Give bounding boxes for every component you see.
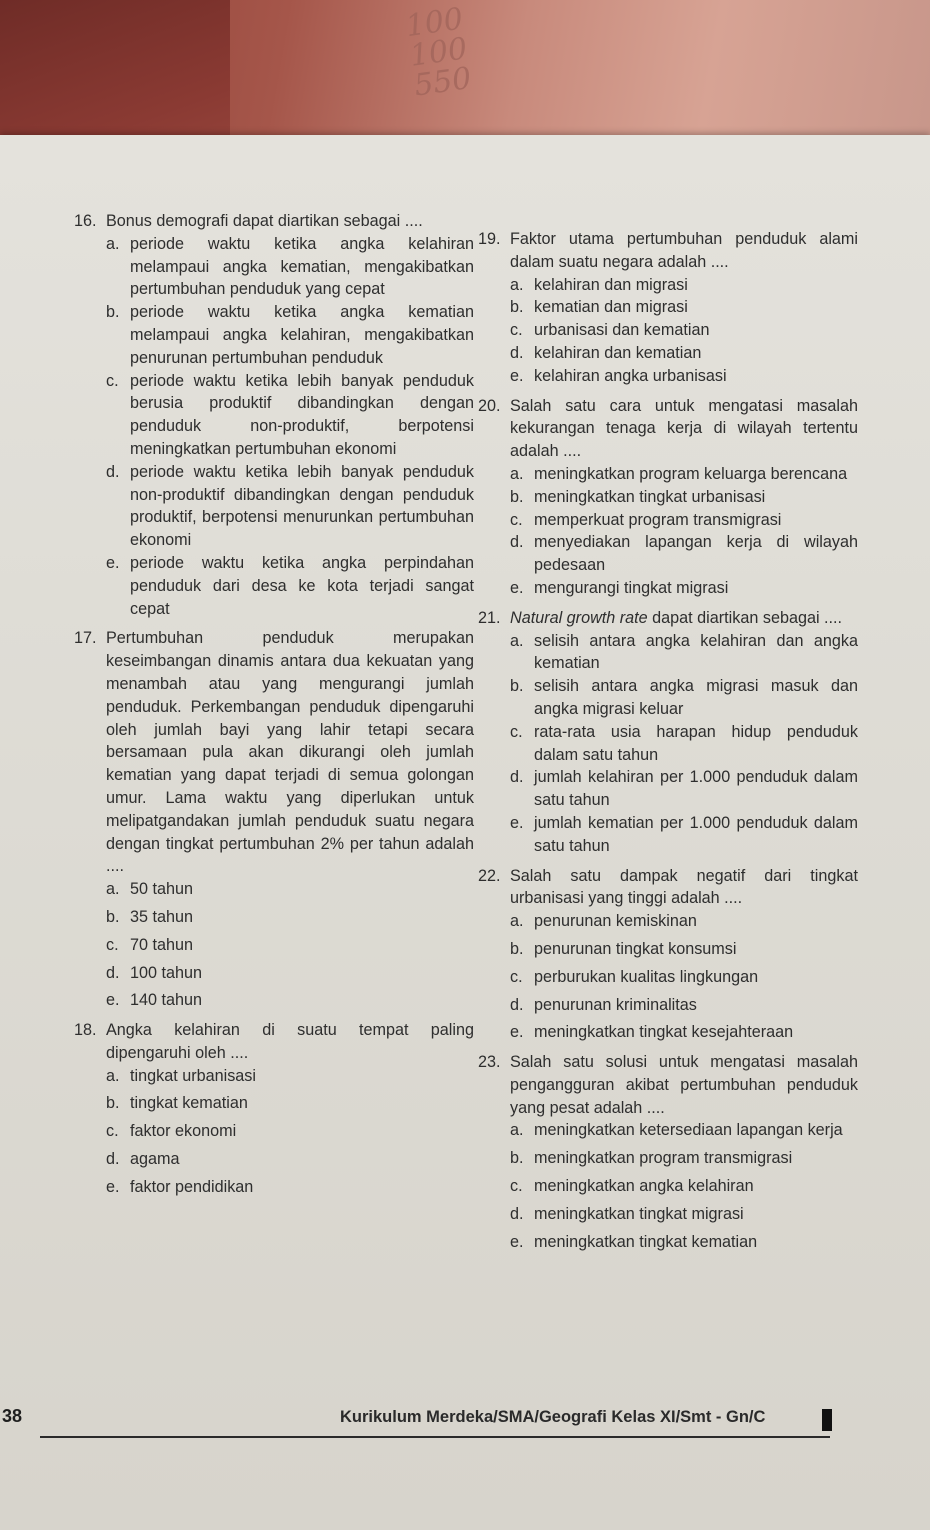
option-text: kematian dan migrasi [534, 298, 688, 317]
option-text: urbanisasi dan kematian [534, 321, 710, 340]
option-e [510, 1021, 858, 1044]
option-letter: e. [106, 553, 120, 572]
option-text: periode waktu ketika angka kelahiran melampaui angka kematian, mengakibatkan pertumbuhan penduduk yang cepat [130, 234, 474, 299]
option-b [510, 1147, 858, 1170]
option-letter: c. [106, 935, 119, 954]
option-text: 140 tahun [130, 991, 203, 1010]
option-d [106, 461, 474, 552]
option-letter: b. [510, 939, 524, 958]
question-text: Bonus demografi dapat diartikan sebagai .... [106, 212, 423, 230]
option-text: tingkat kematian [130, 1094, 248, 1113]
question-number: 23. [478, 1053, 501, 1072]
question-number: 18. [74, 1021, 97, 1040]
question-23 [478, 1051, 858, 1253]
question-21 [478, 607, 858, 858]
option-letter: a. [106, 880, 120, 899]
option-d [106, 962, 474, 985]
option-letter: d. [106, 1150, 120, 1169]
option-b [106, 301, 474, 369]
option-letter: a. [510, 1121, 524, 1140]
option-b [510, 486, 858, 509]
option-b [106, 906, 474, 929]
option-text: menyediakan lapangan kerja di wilayah pedesaan [534, 533, 858, 575]
question-text: Salah satu cara untuk mengatasi masalah kekurangan tenaga kerja di wilayah tertentu adalah .... [510, 396, 858, 461]
option-c [510, 319, 858, 342]
option-text: periode waktu ketika angka kematian melampaui angka kelahiran, mengakibatkan penurunan pertumbuhan penduduk [130, 303, 474, 367]
option-letter: b. [510, 1149, 524, 1168]
option-letter: b. [106, 907, 120, 926]
option-a [510, 910, 858, 933]
question-16 [74, 210, 474, 620]
question-text: Salah satu solusi untuk mengatasi masalah pengangguran akibat pertumbuhan penduduk yang pesat adalah .... [510, 1053, 858, 1117]
question-italic-term: Natural growth rate [510, 608, 648, 627]
option-text: tingkat urbanisasi [130, 1066, 256, 1085]
page-footer [0, 1396, 930, 1456]
option-d [510, 766, 858, 812]
option-text: rata-rata usia harapan hidup penduduk dalam satu tahun [534, 722, 858, 764]
option-b [510, 296, 858, 319]
option-e [106, 989, 474, 1012]
question-19 [478, 228, 858, 388]
handwritten-scribble: 100 100 550 [403, 1, 474, 104]
option-text: meningkatkan tingkat urbanisasi [534, 487, 766, 506]
option-text: jumlah kematian per 1.000 penduduk dalam satu tahun [534, 813, 858, 855]
option-text: penurunan kriminalitas [534, 995, 697, 1014]
option-letter: d. [510, 1204, 524, 1223]
option-a [510, 1119, 858, 1142]
option-letter: a. [510, 464, 524, 483]
footer-marker [822, 1409, 832, 1431]
option-letter: e. [510, 1023, 524, 1042]
option-e [510, 1231, 858, 1254]
option-text: mengurangi tingkat migrasi [534, 578, 729, 597]
footer-text: Kurikulum Merdeka/SMA/Geografi Kelas XI/Smt - Gn/C [340, 1408, 766, 1426]
option-b [510, 675, 858, 721]
option-letter: e. [510, 366, 524, 385]
option-text: meningkatkan ketersediaan lapangan kerja [534, 1121, 843, 1140]
question-18 [74, 1019, 474, 1199]
option-text: periode waktu ketika angka perpindahan penduduk dari desa ke kota terjadi sangat cepat [130, 553, 474, 618]
footer-divider [40, 1436, 830, 1438]
option-a [106, 878, 474, 901]
option-text: selisih antara angka kelahiran dan angka kematian [534, 631, 858, 673]
option-text: selisih antara angka migrasi masuk dan angka migrasi keluar [534, 677, 858, 718]
option-text: faktor ekonomi [130, 1122, 237, 1141]
option-text: 50 tahun [130, 880, 194, 899]
option-letter: d. [106, 963, 120, 982]
question-number: 19. [478, 230, 501, 248]
option-text: memperkuat program transmigrasi [534, 510, 782, 529]
option-c [106, 934, 474, 957]
option-c [510, 509, 858, 532]
option-letter: c. [510, 321, 523, 340]
option-text: meningkatkan tingkat migrasi [534, 1204, 744, 1223]
option-letter: d. [510, 768, 524, 787]
option-text: agama [130, 1150, 180, 1169]
question-text: Angka kelahiran di suatu tempat paling dipengaruhi oleh .... [106, 1021, 474, 1062]
option-a [510, 274, 858, 297]
question-17 [74, 627, 474, 1012]
question-number: 20. [478, 396, 501, 415]
option-letter: c. [510, 722, 523, 741]
option-text: kelahiran dan kematian [534, 343, 702, 362]
option-a [510, 630, 858, 676]
option-letter: c. [106, 371, 119, 390]
option-letter: e. [510, 813, 524, 832]
option-letter: a. [106, 234, 120, 253]
option-letter: c. [510, 1177, 523, 1196]
option-letter: e. [510, 578, 524, 597]
option-d [106, 1148, 474, 1171]
option-letter: d. [510, 533, 524, 552]
option-text: meningkatkan program keluarga berencana [534, 464, 848, 483]
option-text: meningkatkan program transmigrasi [534, 1149, 793, 1168]
option-text: faktor pendidikan [130, 1177, 254, 1196]
right-column [478, 228, 858, 1260]
option-text: penurunan tingkat konsumsi [534, 939, 737, 958]
option-letter: b. [510, 487, 524, 506]
option-e [106, 1176, 474, 1199]
option-d [510, 531, 858, 577]
option-letter: b. [106, 303, 120, 322]
option-c [510, 966, 858, 989]
question-number: 17. [74, 629, 97, 648]
option-text: perburukan kualitas lingkungan [534, 967, 759, 986]
option-text: meningkatkan tingkat kematian [534, 1232, 758, 1251]
option-letter: a. [510, 631, 524, 650]
option-c [510, 721, 858, 767]
question-number: 16. [74, 212, 97, 230]
option-letter: a. [510, 912, 524, 931]
option-text: 35 tahun [130, 907, 194, 926]
option-letter: e. [510, 1232, 524, 1251]
option-c [106, 1120, 474, 1143]
option-a [510, 463, 858, 486]
option-text: penurunan kemiskinan [534, 912, 697, 931]
option-e [510, 577, 858, 600]
option-d [510, 342, 858, 365]
option-text: meningkatkan angka kelahiran [534, 1177, 754, 1196]
option-d [510, 994, 858, 1017]
option-text: 70 tahun [130, 935, 194, 954]
question-number: 22. [478, 866, 501, 885]
page-number: 38 [2, 1406, 23, 1426]
option-e [510, 812, 858, 858]
option-letter: d. [510, 995, 524, 1014]
option-text: periode waktu ketika lebih banyak penduduk berusia produktif dibandingkan dengan penduduk non-produktif, berpotensi meningkatkan pertumbuhan ekonomi [130, 371, 474, 458]
question-20 [478, 395, 858, 600]
question-text [510, 607, 858, 630]
option-letter: b. [510, 298, 524, 317]
question-text: Pertumbuhan penduduk merupakan keseimbangan dinamis antara dua kekuatan yang menambah atau yang mengurangi jumlah penduduk. Perkembangan penduduk dipengaruhi oleh jumlah bayi yang lahir tetapi secara bersamaan pula akan dikurangi oleh jumlah kematian yang dapat terjadi di semua golongan umur. Lama waktu yang diperlukan untuk melipatgandakan jumlah penduduk suatu negara dengan tingkat pertumbuhan 2% per tahun adalah .... [106, 629, 474, 876]
option-letter: a. [106, 1066, 120, 1085]
option-e [510, 365, 858, 388]
option-letter: c. [510, 510, 523, 529]
option-letter: e. [106, 1177, 120, 1196]
option-a [106, 1065, 474, 1088]
option-letter: d. [510, 343, 524, 362]
option-d [510, 1203, 858, 1226]
question-text: Salah satu dampak negatif dari tingkat urbanisasi yang tinggi adalah .... [510, 866, 858, 908]
option-e [106, 552, 474, 620]
option-text: kelahiran dan migrasi [534, 275, 688, 294]
question-22 [478, 865, 858, 1045]
option-letter: b. [510, 677, 524, 696]
left-column [74, 210, 474, 1206]
option-text: 100 tahun [130, 963, 203, 982]
option-text: meningkatkan tingkat kesejahteraan [534, 1023, 794, 1042]
option-text: jumlah kelahiran per 1.000 penduduk dalam satu tahun [534, 768, 858, 810]
option-b [106, 1092, 474, 1115]
option-letter: e. [106, 991, 120, 1010]
option-c [510, 1175, 858, 1198]
option-letter: b. [106, 1094, 120, 1113]
option-text: kelahiran angka urbanisasi [534, 366, 727, 385]
option-letter: d. [106, 462, 120, 481]
option-text: periode waktu ketika lebih banyak penduduk non-produktif dibandingkan dengan penduduk produktif, berpotensi menurunkan pertumbuhan ekonomi [130, 462, 474, 550]
option-b [510, 938, 858, 961]
option-letter: c. [106, 1122, 119, 1141]
question-text: Faktor utama pertumbuhan penduduk alami dalam suatu negara adalah .... [510, 230, 858, 271]
question-text-rest: dapat diartikan sebagai .... [647, 608, 843, 627]
option-letter: a. [510, 275, 524, 294]
question-number: 21. [478, 608, 501, 627]
option-c [106, 370, 474, 461]
option-letter: c. [510, 967, 523, 986]
option-a [106, 233, 474, 301]
